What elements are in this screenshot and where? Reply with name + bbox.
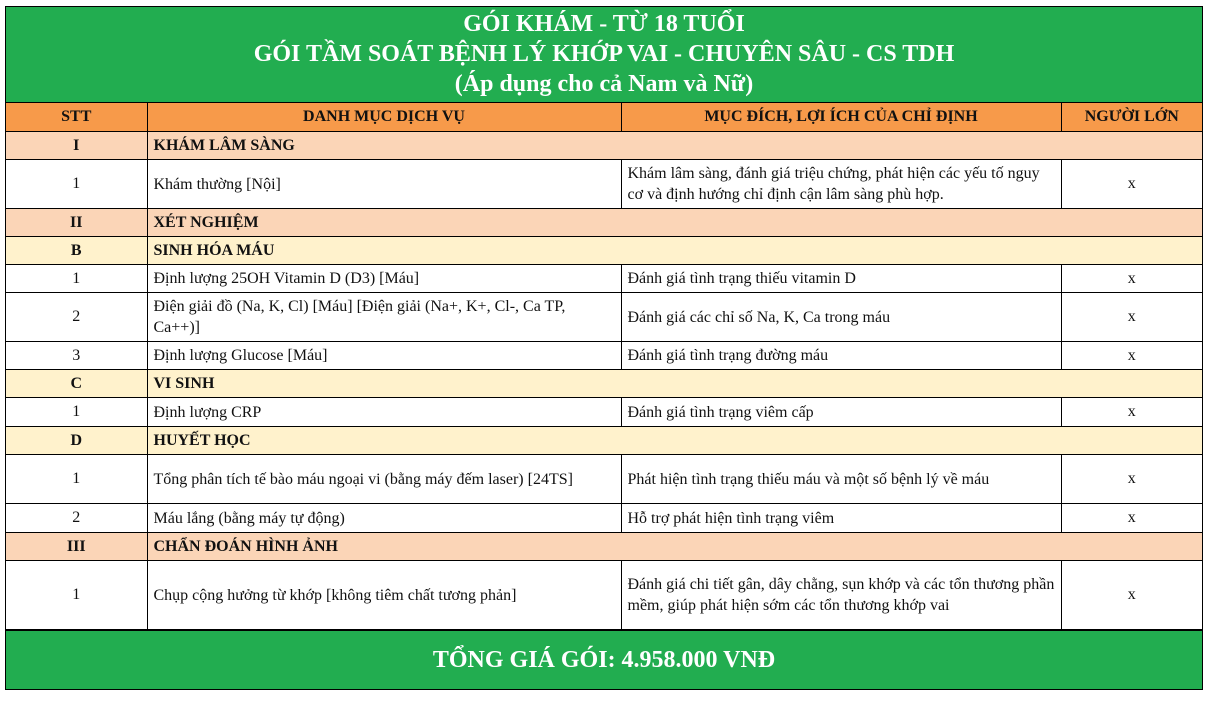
- section-row: [6, 237, 1202, 265]
- section-number: III: [6, 533, 147, 561]
- row-service: Chụp cộng hưởng từ khớp [không tiêm chất tương phản]: [147, 561, 621, 630]
- row-stt: 2: [6, 293, 147, 342]
- row-adult-mark: x: [1061, 561, 1202, 630]
- row-adult-mark: x: [1061, 265, 1202, 293]
- table-row: [6, 455, 1202, 504]
- row-purpose: Đánh giá tình trạng viêm cấp: [621, 398, 1061, 427]
- row-service: Tổng phân tích tế bào máu ngoại vi (bằng máy đếm laser) [24TS]: [147, 455, 621, 504]
- row-stt: 1: [6, 455, 147, 504]
- column-header-service: DANH MỤC DỊCH VỤ: [147, 103, 621, 132]
- table-header-row: [6, 103, 1202, 132]
- section-title: CHẨN ĐOÁN HÌNH ẢNH: [147, 533, 1202, 561]
- row-adult-mark: x: [1061, 342, 1202, 370]
- service-table: [6, 103, 1202, 630]
- table-row: [6, 342, 1202, 370]
- row-stt: 3: [6, 342, 147, 370]
- column-header-purpose: MỤC ĐÍCH, LỢI ÍCH CỦA CHỈ ĐỊNH: [621, 103, 1061, 132]
- row-service: Định lượng Glucose [Máu]: [147, 342, 621, 370]
- section-row: [6, 427, 1202, 455]
- section-row: [6, 209, 1202, 237]
- row-purpose: Đánh giá chi tiết gân, dây chằng, sụn khớp và các tổn thương phần mềm, giúp phát hiện sớm các tổn thương khớp vai: [621, 561, 1061, 630]
- package-header: [6, 7, 1202, 103]
- section-title: KHÁM LÂM SÀNG: [147, 132, 1202, 160]
- row-stt: 1: [6, 561, 147, 630]
- row-purpose: Đánh giá các chỉ số Na, K, Ca trong máu: [621, 293, 1061, 342]
- section-number: II: [6, 209, 147, 237]
- row-service: Máu lắng (bằng máy tự động): [147, 504, 621, 533]
- row-stt: 1: [6, 160, 147, 209]
- header-note: (Áp dụng cho cả Nam và Nữ): [454, 71, 754, 97]
- row-adult-mark: x: [1061, 455, 1202, 504]
- package-sheet: [5, 6, 1203, 690]
- column-header-stt: STT: [6, 103, 147, 132]
- section-number: C: [6, 370, 147, 398]
- row-service: Định lượng CRP: [147, 398, 621, 427]
- row-purpose: Hỗ trợ phát hiện tình trạng viêm: [621, 504, 1061, 533]
- table-row: [6, 398, 1202, 427]
- total-price: TỔNG GIÁ GÓI: 4.958.000 VNĐ: [6, 630, 1202, 689]
- row-service: Khám thường [Nội]: [147, 160, 621, 209]
- row-adult-mark: x: [1061, 398, 1202, 427]
- section-row: [6, 370, 1202, 398]
- section-title: SINH HÓA MÁU: [147, 237, 1202, 265]
- row-adult-mark: x: [1061, 504, 1202, 533]
- row-adult-mark: x: [1061, 293, 1202, 342]
- table-row: [6, 504, 1202, 533]
- row-adult-mark: x: [1061, 160, 1202, 209]
- row-stt: 1: [6, 265, 147, 293]
- table-body: [6, 132, 1202, 630]
- row-stt: 1: [6, 398, 147, 427]
- row-stt: 2: [6, 504, 147, 533]
- section-title: XÉT NGHIỆM: [147, 209, 1202, 237]
- table-row: [6, 561, 1202, 630]
- section-number: B: [6, 237, 147, 265]
- section-number: I: [6, 132, 147, 160]
- table-row: [6, 160, 1202, 209]
- header-subtitle: GÓI TẦM SOÁT BỆNH LÝ KHỚP VAI - CHUYÊN SÂU - CS TDH: [253, 41, 955, 67]
- section-title: HUYẾT HỌC: [147, 427, 1202, 455]
- section-number: D: [6, 427, 147, 455]
- table-row: [6, 293, 1202, 342]
- section-row: [6, 533, 1202, 561]
- row-purpose: Phát hiện tình trạng thiếu máu và một số bệnh lý về máu: [621, 455, 1061, 504]
- row-purpose: Đánh giá tình trạng thiếu vitamin D: [621, 265, 1061, 293]
- section-row: [6, 132, 1202, 160]
- row-service: Điện giải đồ (Na, K, Cl) [Máu] [Điện giải (Na+, K+, Cl-, Ca TP, Ca++)]: [147, 293, 621, 342]
- row-purpose: Khám lâm sàng, đánh giá triệu chứng, phát hiện các yếu tố nguy cơ và định hướng chỉ định cận lâm sàng phù hợp.: [621, 160, 1061, 209]
- section-title: VI SINH: [147, 370, 1202, 398]
- column-header-adult: NGƯỜI LỚN: [1061, 103, 1202, 132]
- header-title: GÓI KHÁM - TỪ 18 TUỔI: [463, 11, 745, 37]
- table-row: [6, 265, 1202, 293]
- row-purpose: Đánh giá tình trạng đường máu: [621, 342, 1061, 370]
- row-service: Định lượng 25OH Vitamin D (D3) [Máu]: [147, 265, 621, 293]
